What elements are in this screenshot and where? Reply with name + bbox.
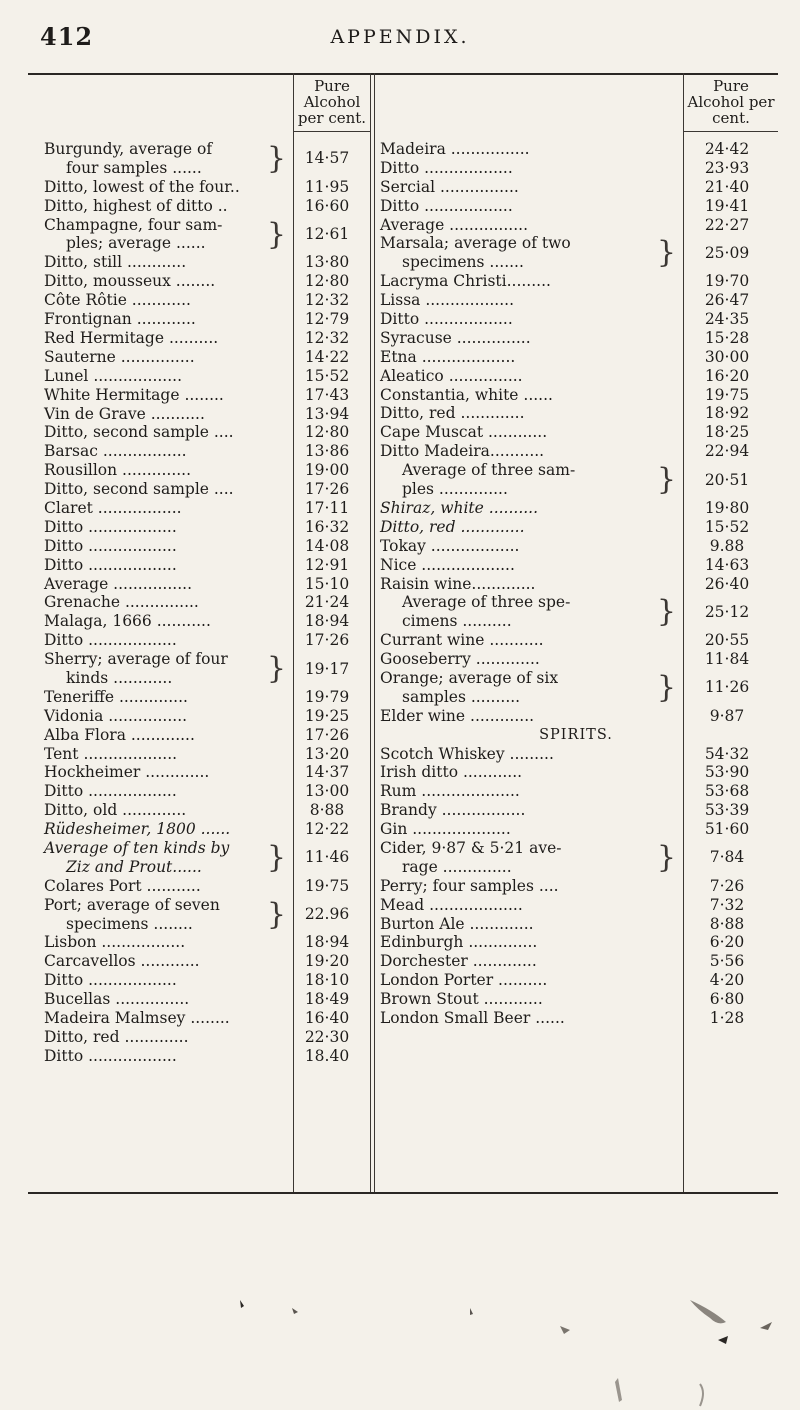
- row-label: Ditto ..................: [380, 196, 513, 215]
- row-value: 11·95: [304, 177, 350, 196]
- row-value: 16·40: [304, 1009, 350, 1028]
- row-label: Ditto, red .............: [44, 1027, 189, 1046]
- row-label-continued: four samples ......: [66, 158, 202, 177]
- row-label: Orange; average of six: [380, 668, 559, 687]
- row-label: Ditto, lowest of the four..: [44, 177, 240, 196]
- row-value: 14·57: [304, 149, 350, 168]
- table-row: [380, 499, 772, 518]
- table-row: [380, 782, 772, 801]
- row-label: Ditto, red .............: [380, 517, 525, 536]
- row-label: Carcavellos ............: [44, 952, 200, 971]
- row-value: 18·92: [704, 404, 750, 423]
- row-label: Frontignan ............: [44, 310, 196, 329]
- table-row: [380, 178, 772, 197]
- row-value: 13·20: [304, 744, 350, 763]
- page-header: [0, 22, 800, 62]
- row-label: Malaga, 1666 ...........: [44, 612, 211, 631]
- table-row: [44, 593, 362, 612]
- row-value: 17·26: [304, 631, 350, 650]
- row-value: 9·87: [709, 706, 745, 725]
- row-label: Rousillon ..............: [44, 461, 192, 480]
- row-value: 5·56: [709, 952, 745, 971]
- row-label: Lunel ..................: [44, 366, 183, 385]
- row-value: 53·90: [704, 763, 750, 782]
- row-label: Rum ....................: [380, 782, 520, 801]
- row-label: Burgundy, average of: [44, 140, 213, 158]
- table-row: [44, 556, 362, 575]
- row-label: Lacryma Christi.........: [380, 272, 551, 291]
- row-label: London Small Beer ......: [380, 1009, 565, 1028]
- row-label: Brown Stout ............: [380, 990, 543, 1009]
- row-value: 21·24: [304, 593, 350, 612]
- row-label: Syracuse ...............: [380, 328, 531, 347]
- left-column-header: Pure Alcohol per cent.: [297, 77, 367, 127]
- row-label: Mead ...................: [380, 895, 523, 914]
- row-label: Ditto, red .............: [380, 404, 525, 423]
- row-label: Tent ...................: [44, 744, 178, 763]
- row-value: 19·70: [704, 272, 750, 291]
- row-label: Alba Flora .............: [44, 725, 195, 744]
- row-value: 53·39: [704, 801, 750, 820]
- table-row: [44, 367, 362, 386]
- center-double-rule: [370, 73, 375, 1192]
- row-value: 24·35: [704, 310, 750, 329]
- row-value: 21·40: [704, 177, 750, 196]
- table-bottom-rule: [28, 1192, 778, 1194]
- row-value: 13·00: [304, 782, 350, 801]
- row-label: Average of three spe-: [402, 593, 571, 612]
- row-value: 19·41: [704, 196, 750, 215]
- row-value: 4·20: [709, 971, 745, 990]
- row-label: Hockheimer .............: [44, 763, 210, 782]
- table-row: [380, 556, 772, 575]
- row-value: 9.88: [709, 536, 745, 555]
- table-row: [380, 404, 772, 423]
- row-label: Etna ...................: [380, 347, 516, 366]
- row-value: 30·00: [704, 347, 750, 366]
- table-row: [44, 990, 362, 1009]
- brace-glyph: }: [266, 896, 286, 932]
- table-row: [44, 499, 362, 518]
- table-row: [44, 820, 362, 839]
- row-value: 12·80: [304, 423, 350, 442]
- table-row: [380, 461, 772, 499]
- brace-glyph: }: [656, 669, 676, 705]
- table-row: [44, 933, 362, 952]
- table-row: [44, 386, 362, 405]
- table-row: [380, 216, 772, 235]
- row-label: Average ................: [380, 215, 528, 234]
- table-row: [44, 971, 362, 990]
- table-row: [380, 839, 772, 877]
- table-row: [380, 234, 772, 272]
- row-label: Average ................: [44, 574, 192, 593]
- table-row: [44, 877, 362, 896]
- left-table-column: [44, 140, 362, 1066]
- brace-glyph: }: [656, 235, 676, 271]
- row-value: 17·26: [304, 480, 350, 499]
- row-label: Cape Muscat ............: [380, 423, 548, 442]
- row-label: London Porter ..........: [380, 971, 548, 990]
- row-value: 12·32: [304, 291, 350, 310]
- row-value: 13·94: [304, 404, 350, 423]
- row-value: 16·32: [304, 517, 350, 536]
- row-value: 8·88: [309, 801, 345, 820]
- row-value: 14·63: [704, 555, 750, 574]
- row-value: 14·37: [304, 763, 350, 782]
- row-label-continued: specimens ........: [66, 914, 193, 933]
- table-row: [44, 952, 362, 971]
- row-value: 17·26: [304, 725, 350, 744]
- row-value: 15·52: [704, 517, 750, 536]
- table-row: [44, 745, 362, 764]
- table-row: [44, 1028, 362, 1047]
- row-value: 13·80: [304, 253, 350, 272]
- row-value: 20·51: [704, 470, 750, 489]
- table-row: [44, 197, 362, 216]
- row-value: 17·11: [304, 498, 350, 517]
- row-value: 19·79: [304, 687, 350, 706]
- row-label: Claret .................: [44, 498, 182, 517]
- row-value: 15·52: [304, 366, 350, 385]
- row-value: 17·43: [304, 385, 350, 404]
- row-label: Madeira ................: [380, 140, 530, 158]
- row-value: 51·60: [704, 820, 750, 839]
- row-value: 22·30: [304, 1027, 350, 1046]
- row-value: 16·20: [704, 366, 750, 385]
- table-row: [44, 612, 362, 631]
- row-value: 24·42: [704, 140, 750, 158]
- row-label: Bucellas ...............: [44, 990, 190, 1009]
- row-label: Sauterne ...............: [44, 347, 195, 366]
- row-label-continued: Ziz and Prout......: [66, 857, 202, 876]
- row-label: Ditto, mousseux ........: [44, 272, 216, 291]
- row-value: 19·25: [304, 706, 350, 725]
- row-label: Shiraz, white ..........: [380, 498, 539, 517]
- table-row: [44, 348, 362, 367]
- row-value: 6·80: [709, 990, 745, 1009]
- row-label: Ditto Madeira...........: [380, 442, 545, 461]
- row-value: 13·86: [304, 442, 350, 461]
- table-row: [380, 310, 772, 329]
- row-label: Average of ten kinds by: [44, 839, 230, 857]
- table-row: [380, 329, 772, 348]
- row-label: Gin ....................: [380, 820, 511, 839]
- row-label: Burton Ale .............: [380, 914, 534, 933]
- row-label: Ditto ..................: [380, 310, 513, 329]
- table-row: [380, 896, 772, 915]
- row-value: 53·68: [704, 782, 750, 801]
- table-row: [44, 1047, 362, 1066]
- table-row: [44, 688, 362, 707]
- row-value: 8·88: [709, 914, 745, 933]
- row-value: 18·25: [704, 423, 750, 442]
- table-row: [44, 650, 362, 688]
- ink-smudge: [700, 1384, 703, 1406]
- table-row: [44, 461, 362, 480]
- row-value: 19·75: [704, 385, 750, 404]
- table-row: [44, 726, 362, 745]
- table-row: [380, 518, 772, 537]
- table-row: [44, 405, 362, 424]
- table-row: [380, 952, 772, 971]
- table-row: [380, 593, 772, 631]
- row-label: Vidonia ................: [44, 706, 188, 725]
- row-value: 12·91: [304, 555, 350, 574]
- row-label-continued: specimens .......: [402, 253, 524, 272]
- row-value: 7·32: [709, 895, 745, 914]
- table-row: [380, 763, 772, 782]
- brace-glyph: }: [266, 651, 286, 687]
- row-value: 19·17: [304, 659, 350, 678]
- row-label-continued: samples ..........: [402, 687, 521, 706]
- table-row: [44, 272, 362, 291]
- right-column-header: Pure Alcohol per cent.: [687, 77, 775, 127]
- row-label: Tokay ..................: [380, 536, 520, 555]
- row-value: 26·40: [704, 574, 750, 593]
- row-value: 18·10: [304, 971, 350, 990]
- row-label: Gooseberry .............: [380, 650, 540, 669]
- table-row: [380, 537, 772, 556]
- table-row: [44, 310, 362, 329]
- table-row: [380, 669, 772, 707]
- table-row: [44, 575, 362, 594]
- ink-speck: [718, 1336, 728, 1344]
- table-row: [44, 518, 362, 537]
- table-row: [44, 480, 362, 499]
- row-label: Vin de Grave ...........: [44, 404, 205, 423]
- page-number: 412: [40, 22, 94, 51]
- row-label: Lissa ..................: [380, 291, 515, 310]
- table-row: [380, 291, 772, 310]
- table-row: [44, 216, 362, 254]
- brace-glyph: }: [266, 141, 286, 176]
- table-row: [380, 990, 772, 1009]
- row-label: White Hermitage ........: [44, 385, 224, 404]
- row-value: 25·09: [704, 243, 750, 262]
- row-label: Average of three sam-: [402, 461, 576, 480]
- row-value: 7·84: [709, 848, 745, 867]
- table-row: [380, 631, 772, 650]
- table-row: [380, 386, 772, 405]
- table-row: [44, 178, 362, 197]
- table-row: [380, 140, 772, 159]
- row-label: Edinburgh ..............: [380, 933, 538, 952]
- row-label: Perry; four samples ....: [380, 876, 559, 895]
- table-row: [380, 367, 772, 386]
- row-label: Brandy .................: [380, 801, 526, 820]
- row-value: 14·22: [304, 347, 350, 366]
- row-value: 12·80: [304, 272, 350, 291]
- row-value: 16·60: [304, 196, 350, 215]
- table-row: [380, 1009, 772, 1028]
- row-value: 7·26: [709, 876, 745, 895]
- row-label: Madeira Malmsey ........: [44, 1009, 230, 1028]
- running-head: APPENDIX.: [330, 26, 470, 48]
- row-label: Sherry; average of four: [44, 650, 228, 669]
- table-row: [44, 442, 362, 461]
- table-row: [380, 423, 772, 442]
- table-row: [380, 159, 772, 178]
- table-row: [44, 707, 362, 726]
- row-value: 25·12: [704, 602, 750, 621]
- table-row: [380, 197, 772, 216]
- table-row: [380, 650, 772, 669]
- table-row: [44, 839, 362, 877]
- row-value: 18·49: [304, 990, 350, 1009]
- row-label: Teneriffe ..............: [44, 687, 188, 706]
- brace-glyph: }: [656, 594, 676, 630]
- row-label: Port; average of seven: [44, 895, 220, 914]
- row-label-continued: cimens ..........: [402, 612, 512, 631]
- row-label: Constantia, white ......: [380, 385, 553, 404]
- table-row: [380, 820, 772, 839]
- row-value: 22·27: [704, 215, 750, 234]
- row-label: Ditto, still ............: [44, 253, 187, 272]
- row-value: 15·28: [704, 328, 750, 347]
- row-label-continued: ples ..............: [402, 480, 508, 499]
- row-value: 23·93: [704, 158, 750, 177]
- row-value: 6·20: [709, 933, 745, 952]
- table-row: [44, 631, 362, 650]
- table-row: [44, 140, 362, 178]
- row-value: 12·32: [304, 328, 350, 347]
- table-row: [380, 915, 772, 934]
- row-value: 18·94: [304, 612, 350, 631]
- table-top-rule: [28, 73, 778, 75]
- table-row: [44, 763, 362, 782]
- table-row: [380, 442, 772, 461]
- row-value: 18·94: [304, 933, 350, 952]
- row-label: Aleatico ...............: [380, 366, 523, 385]
- row-label: Ditto ..................: [44, 517, 177, 536]
- table-row: [44, 896, 362, 934]
- row-value: 19·20: [304, 952, 350, 971]
- row-label: Côte Rôtie ............: [44, 291, 191, 310]
- row-value: 54·32: [704, 744, 750, 763]
- row-value: 1·28: [709, 1009, 745, 1028]
- table-row: [380, 933, 772, 952]
- row-label: Raisin wine.............: [380, 574, 536, 593]
- row-label: Ditto ..................: [44, 782, 177, 801]
- table-row: [44, 423, 362, 442]
- row-value: 11·26: [704, 678, 750, 697]
- row-label: Ditto ..................: [44, 971, 177, 990]
- row-label: Cider, 9·87 & 5·21 ave-: [380, 839, 562, 858]
- table-row: [380, 707, 772, 726]
- row-label: Sercial ................: [380, 177, 519, 196]
- table-row: [380, 801, 772, 820]
- ink-speck: [470, 1308, 473, 1315]
- row-value: 11·84: [704, 650, 750, 669]
- row-value: 19·00: [304, 461, 350, 480]
- row-label: Ditto, highest of ditto ..: [44, 196, 228, 215]
- table-row: [44, 253, 362, 272]
- row-label-continued: rage ..............: [402, 857, 512, 876]
- row-label: Grenache ...............: [44, 593, 199, 612]
- table-row: [380, 272, 772, 291]
- row-label: Nice ...................: [380, 555, 515, 574]
- row-label: Irish ditto ............: [380, 763, 523, 782]
- row-label: Ditto, old .............: [44, 801, 187, 820]
- row-label: Colares Port ...........: [44, 876, 201, 895]
- row-value: 22.96: [304, 905, 350, 924]
- row-value: 14·08: [304, 536, 350, 555]
- table-row: [380, 575, 772, 594]
- row-label: Ditto ..................: [44, 1046, 177, 1065]
- ink-speck: [240, 1300, 244, 1308]
- row-label: Dorchester .............: [380, 952, 537, 971]
- row-label: Red Hermitage ..........: [44, 328, 219, 347]
- row-label: Currant wine ...........: [380, 631, 544, 650]
- row-value: 22·94: [704, 442, 750, 461]
- brace-glyph: }: [656, 840, 676, 876]
- row-label: Ditto ..................: [44, 536, 177, 555]
- table-row: [380, 971, 772, 990]
- ink-smudge: [690, 1300, 726, 1323]
- row-label: Marsala; average of two: [380, 234, 571, 253]
- row-label: Elder wine .............: [380, 706, 535, 725]
- table-row: [44, 801, 362, 820]
- right-header-rule: [684, 131, 778, 132]
- row-value: 15·10: [304, 574, 350, 593]
- row-label: Rüdesheimer, 1800 ......: [44, 820, 231, 839]
- table-row: [44, 782, 362, 801]
- row-value: 12·61: [304, 225, 350, 244]
- brace-glyph: }: [656, 462, 676, 498]
- row-value: 18.40: [304, 1046, 350, 1065]
- row-value: 20·55: [704, 631, 750, 650]
- row-label: Ditto ..................: [44, 555, 177, 574]
- ink-speck: [292, 1308, 298, 1314]
- table-row: [380, 745, 772, 764]
- row-value: 11·46: [304, 848, 350, 867]
- row-value: 19·80: [704, 498, 750, 517]
- row-label: Scotch Whiskey .........: [380, 744, 554, 763]
- row-label: Ditto ..................: [44, 631, 177, 650]
- brace-glyph: }: [266, 840, 286, 875]
- table-row: [44, 537, 362, 556]
- row-value: 26·47: [704, 291, 750, 310]
- right-table-column: [380, 140, 772, 1028]
- row-label: Champagne, four sam-: [44, 215, 223, 234]
- row-value: 12·79: [304, 310, 350, 329]
- brace-glyph: }: [266, 216, 286, 252]
- row-label: Ditto ..................: [380, 158, 513, 177]
- left-header-rule: [294, 131, 370, 132]
- table-row: [380, 877, 772, 896]
- page-smudges: [0, 1270, 800, 1410]
- row-value: 19·75: [304, 876, 350, 895]
- section-heading: SPIRITS.: [539, 726, 613, 743]
- table-row: [44, 1009, 362, 1028]
- table-row: [44, 291, 362, 310]
- table-row: [380, 348, 772, 367]
- ink-speck: [760, 1322, 772, 1330]
- row-label-continued: kinds ............: [66, 668, 173, 687]
- ink-speck: [560, 1326, 570, 1334]
- row-label: Lisbon .................: [44, 933, 186, 952]
- row-label: Ditto, second sample ....: [44, 423, 234, 442]
- row-label: Ditto, second sample ....: [44, 480, 234, 499]
- table-row: [44, 329, 362, 348]
- ink-smudge: [615, 1378, 622, 1402]
- row-value: 12·22: [304, 820, 350, 839]
- row-label-continued: ples; average ......: [66, 234, 206, 253]
- row-label: Barsac .................: [44, 442, 187, 461]
